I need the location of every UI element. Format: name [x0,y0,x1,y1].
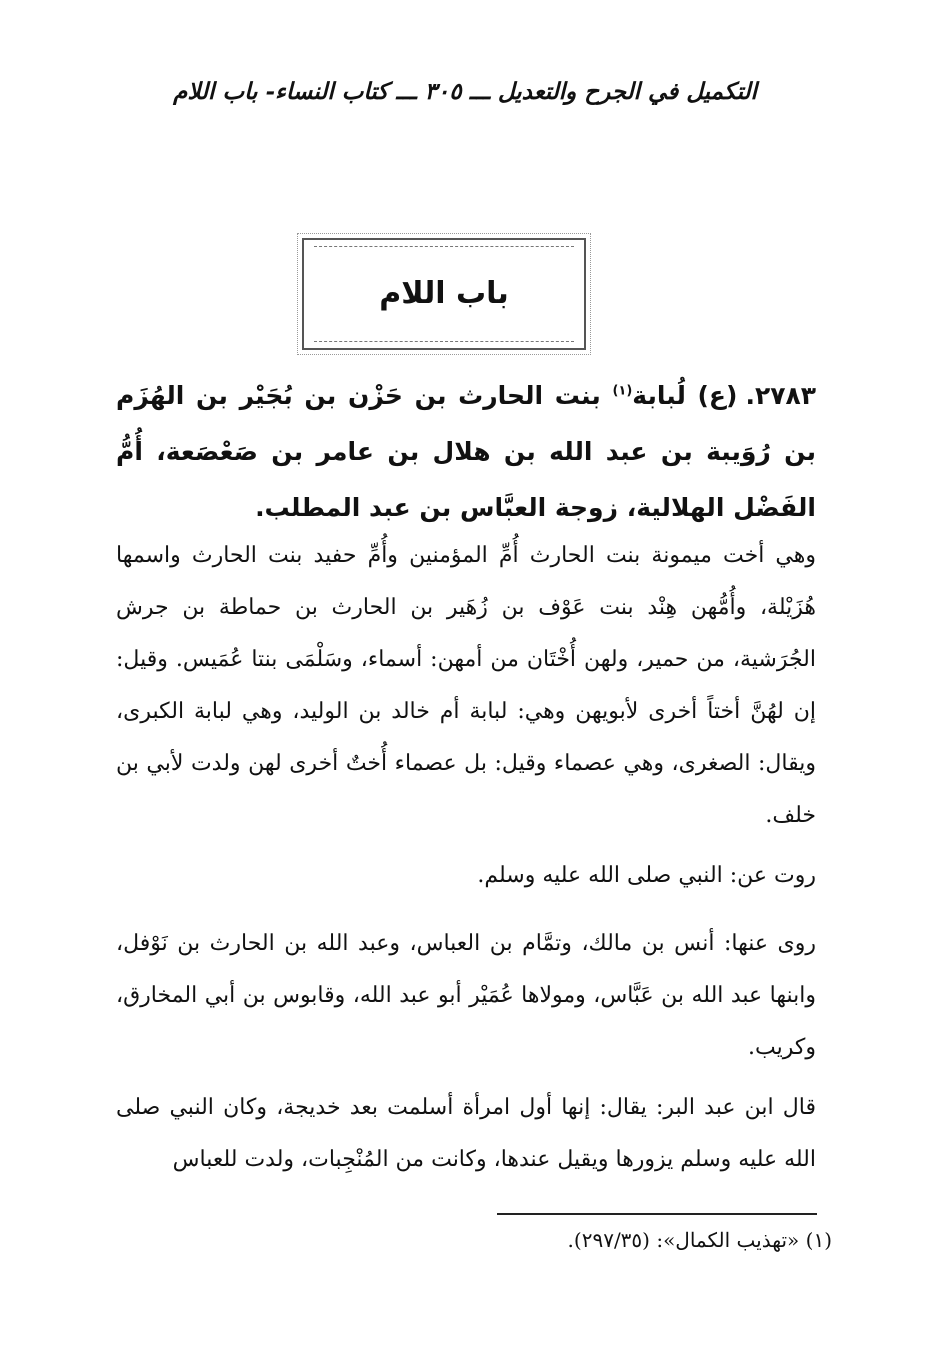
paragraph-ibn-abd-al-barr: قال ابن عبد البر: يقال: إنها أول امرأة أسلمت بعد خديجة، وكان النبي صلى الله عليه وسلم يزورها ويقيل عندها، وكانت من المُنْجِبات، ولدت للعباس [116,1095,816,1172]
biography-entry-heading [116,368,816,536]
paragraph-narrators: روى عنها: أنس بن مالك، وتمَّام بن العباس، وعبد الله بن الحارث بن نَوْفل، وابنها عبد الله بن عَبَّاس، ومولاها عُمَيْر أبو عبد الله، وقابوس بن أبي المخارق، وكريب. [116,931,816,1060]
footnote-reference[interactable]: (١) [612,383,633,399]
paragraph-family: وهي أخت ميمونة بنت الحارث أُمِّ المؤمنين وأُمِّ حفيد بنت الحارث واسمها هُزَيْلة، وأُمُّهن هِنْد بنت عَوْف بن زُهَير بن الحارث بن حماطة بن جرش الجُرَشية، من حمير، ولهن أُخْتَان من أمهن: أسماء، وسَلْمَى بنتا عُمَيس. وقيل: إن لهُنَّ أختاً أخرى لأبويهن وهي: لبابة أم خالد بن الوليد، وهي لبابة الكبرى، ويقال: الصغرى، وهي عصماء وقيل: بل عصماء أُختٌ أخرى لهن ولدت لأبي بن خلف. [116,543,816,828]
chapter-title: باب اللام [379,276,509,311]
chapter-title-frame [302,238,586,350]
entry-number: ٢٧٨٣. [745,381,816,410]
footnote-separator [497,1213,817,1215]
entry-lineage: بنت الحارث بن حَزْن بن بُجَيْر بن الهُزَم بن رُوَيبة بن عبد الله بن هلال بن عامر بن صَعْصَعة، أُمُّ الفَضْل الهلالية، زوجة العبَّاس بن عبد المطلب. [116,381,816,522]
entry-name: (ع) لُبابة [632,381,738,410]
running-header: التكميل في الجرح والتعديل ـــ ٣٠٥ ـــ كتاب النساء- باب اللام [173,78,757,105]
footnote: (١) «تهذيب الكمال»: (٢٩٧/٣٥). [567,1228,832,1252]
paragraph-narrated-from: روت عن: النبي صلى الله عليه وسلم. [477,863,816,888]
